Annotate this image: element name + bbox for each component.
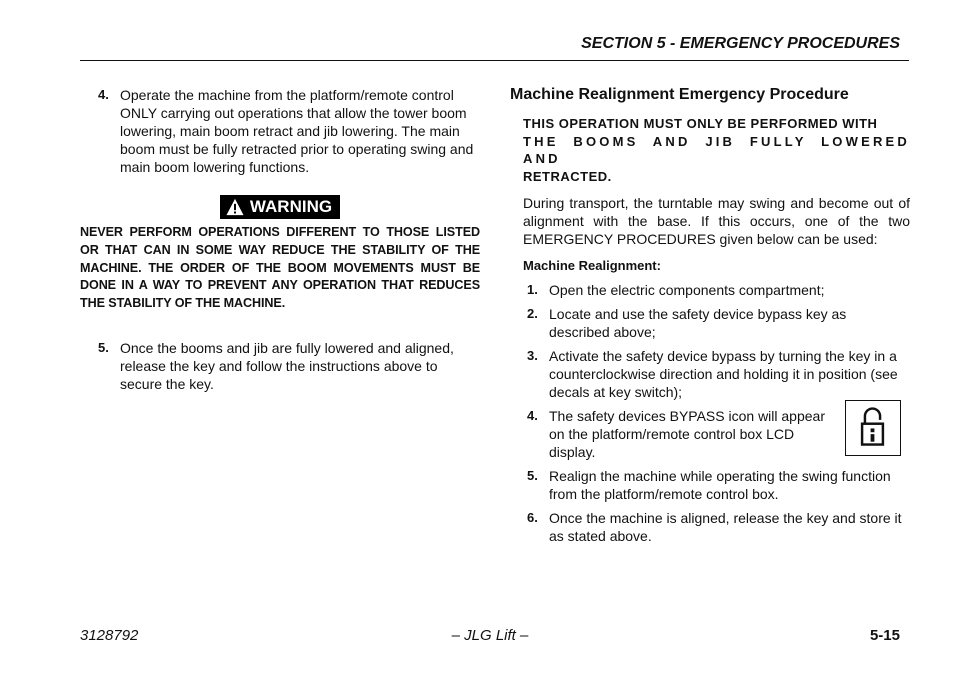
step-number: 6. <box>527 510 538 525</box>
right-step-5 <box>510 467 910 503</box>
warning-badge <box>220 195 340 219</box>
step-number: 4. <box>98 87 109 102</box>
right-step-3 <box>510 347 910 401</box>
step-text: Operate the machine from the platform/remote control ONLY carrying out operations that allow the tower boom lowering, main boom retract and jib lowering. The main boom must be fully retracted prior to operating swing and main boom lowering functions. <box>120 87 474 175</box>
footer-brand: – JLG Lift – <box>451 627 529 644</box>
step-number: 3. <box>527 348 538 363</box>
left-column <box>80 86 480 393</box>
warning-text: NEVER PERFORM OPERATIONS DIFFERENT TO THOSE LISTED OR THAT CAN IN SOME WAY REDUCE THE STABILITY OF THE MACHINE. THE ORDER OF THE BOOM MOVEMENTS MUST BE DONE IN A WAY TO PREVENT ANY OPERATION THAT REDUCES THE STABILITY OF THE MACHINE. <box>80 225 480 311</box>
right-step-6 <box>510 509 910 545</box>
header-divider <box>80 60 909 61</box>
sub-heading: Machine Realignment: <box>523 258 661 273</box>
step-text: Open the electric components compartment; <box>549 282 825 298</box>
step-text: Once the booms and jib are fully lowered and aligned, release the key and follow the instructions above to secure the key. <box>120 339 454 392</box>
step-text: Once the machine is aligned, release the key and store it as stated above. <box>549 510 902 544</box>
step-number: 5. <box>527 468 538 483</box>
step-number: 1. <box>527 282 538 297</box>
caution-line-3: RETRACTED. <box>523 168 612 184</box>
step-number: 2. <box>527 306 538 321</box>
intro-paragraph: During transport, the turntable may swing and become out of alignment with the base. If this occurs, one of the two EMERGENCY PROCEDURES given below can be used: <box>523 195 910 247</box>
step-text: The safety devices BYPASS icon will appear on the platform/remote control box LCD display. <box>549 408 825 460</box>
step-number: 5. <box>98 339 109 355</box>
left-step-4 <box>80 86 480 176</box>
step-text: Activate the safety device bypass by turning the key in a counterclockwise direction and holding it in position (see decals at key switch); <box>549 348 898 400</box>
right-step-1 <box>510 281 910 299</box>
warning-header <box>80 195 480 220</box>
caution-line-1: THIS OPERATION MUST ONLY BE PERFORMED WITH <box>523 116 878 131</box>
page-number: 5-15 <box>869 627 900 644</box>
left-step-5 <box>80 339 480 393</box>
section-title: SECTION 5 - EMERGENCY PROCEDURES <box>581 35 900 52</box>
warning-triangle-icon <box>226 198 244 216</box>
procedure-title: Machine Realignment Emergency Procedure <box>510 86 849 103</box>
step-text: Realign the machine while operating the swing function from the platform/remote control box. <box>549 468 891 502</box>
warning-label: WARNING <box>249 197 333 216</box>
caution-paragraph <box>523 115 910 185</box>
document-number: 3128792 <box>80 627 139 644</box>
right-column <box>510 86 910 545</box>
right-step-2 <box>510 305 910 341</box>
step-text: Locate and use the safety device bypass key as described above; <box>549 306 847 340</box>
bypass-lock-icon <box>845 400 901 456</box>
caution-line-2: THE BOOMS AND JIB FULLY LOWERED AND <box>523 133 910 166</box>
step-number: 4. <box>527 408 538 423</box>
